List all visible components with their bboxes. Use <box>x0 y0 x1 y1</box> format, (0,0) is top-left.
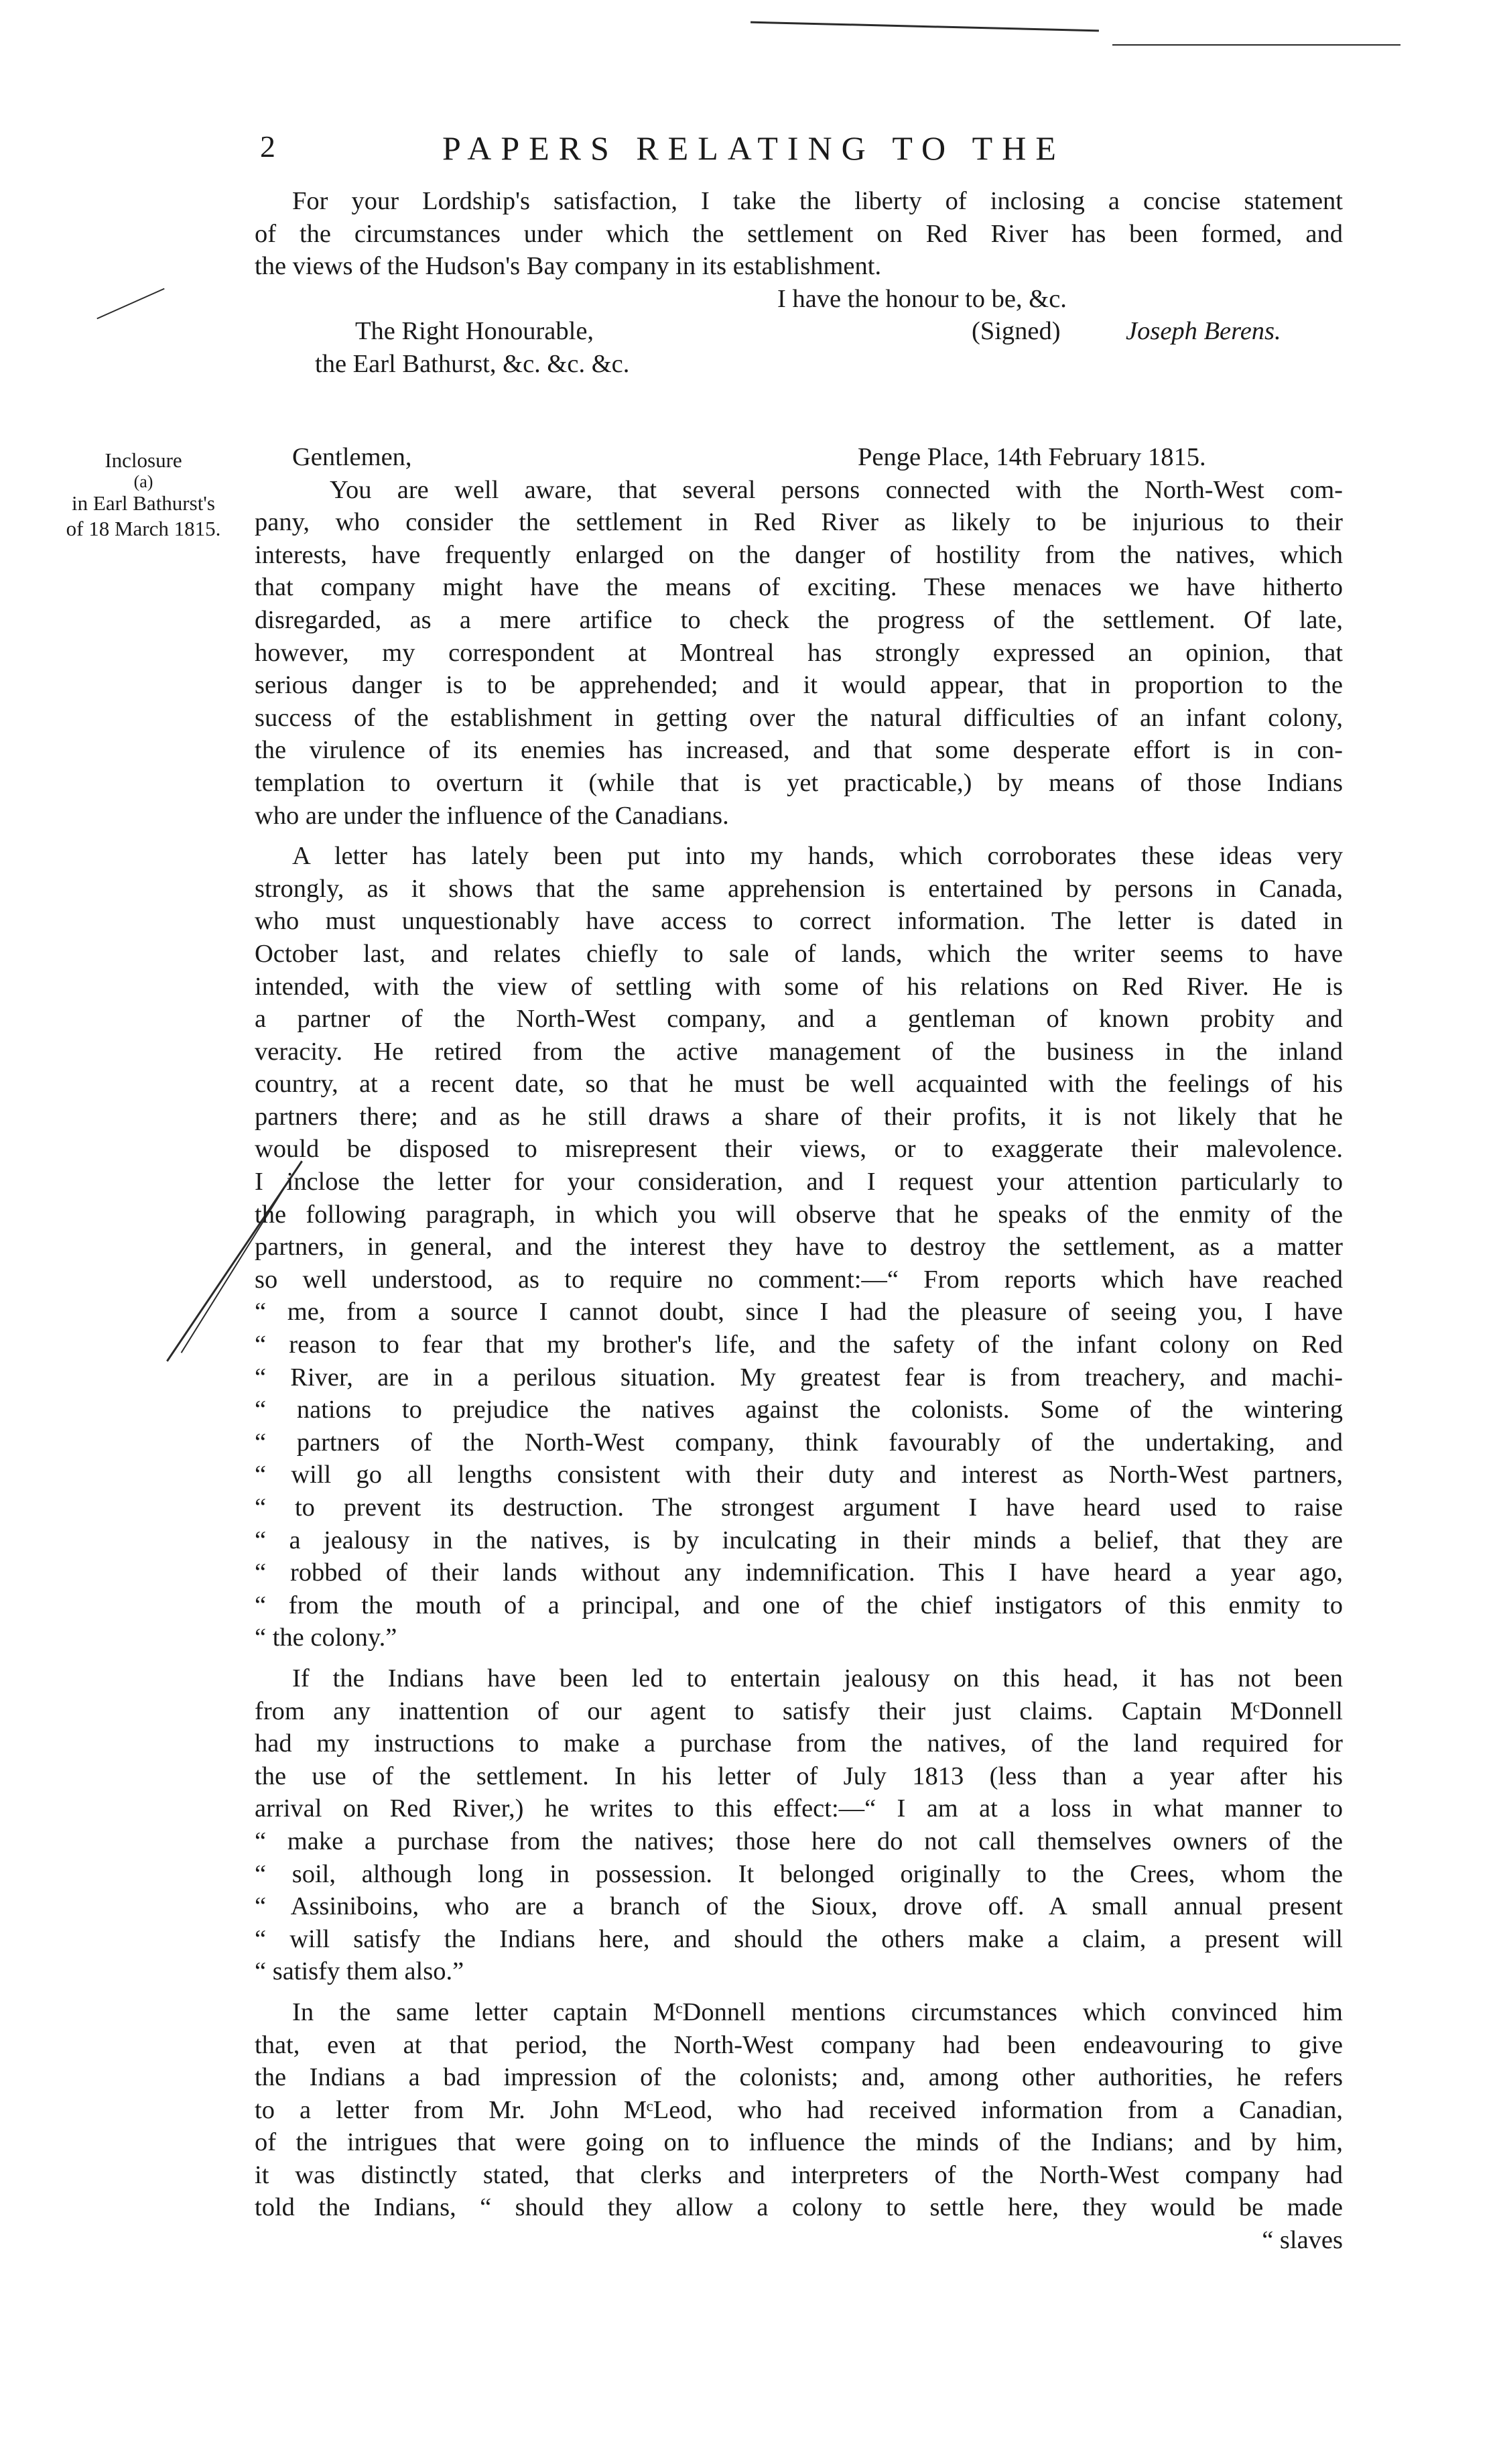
intro-block <box>255 185 1343 381</box>
text-line: “ to prevent its destruction. The strongest argument I have heard used to raise <box>255 1493 1343 1522</box>
text-line: I inclose the letter for your consideration, and I request your attention particularly to <box>255 1168 1343 1196</box>
text-line: to a letter from Mr. John MᶜLeod, who had received information from a Canadian, <box>255 2095 1343 2124</box>
text-line: it was distinctly stated, that clerks and interpreters of the North-West company had <box>255 2160 1343 2189</box>
addressee-line-1: The Right Honourable, <box>355 317 594 346</box>
intro-line: the views of the Hudson's Bay company in its establishment. <box>255 252 882 281</box>
text-line: serious danger is to be apprehended; and it would appear, that in proportion to the <box>255 671 1343 700</box>
running-head: PAPERS RELATING TO THE <box>442 129 1065 167</box>
text-line: “ reason to fear that my brother's life, and the safety of the infant colony on Red <box>255 1331 1343 1359</box>
margin-note <box>43 448 244 542</box>
text-line: intended, with the view of settling with some of his relations on Red River. He is <box>255 972 1343 1001</box>
text-line: “ a jealousy in the natives, is by inculcating in their minds a belief, that they are <box>255 1526 1343 1554</box>
page-number: 2 <box>260 129 275 164</box>
text-line: a partner of the North-West company, and a gentleman of known probity and <box>255 1005 1343 1034</box>
paragraph-3 <box>255 1662 1343 1988</box>
text-line: success of the establishment in getting over the natural difficulties of an infant colony, <box>255 703 1343 732</box>
text-line: had my instructions to make a purchase from the natives, of the land required for <box>255 1729 1343 1758</box>
text-line: “ from the mouth of a principal, and one of the chief instigators of this enmity to <box>255 1591 1343 1619</box>
text-line: “ nations to prejudice the natives against the colonists. Some of the wintering <box>255 1396 1343 1424</box>
text-line: “ the colony.” <box>255 1623 397 1652</box>
text-line: “ will go all lengths consistent with their duty and interest as North-West partners, <box>255 1461 1343 1489</box>
page-header <box>255 129 1340 176</box>
text-line: country, at a recent date, so that he must be well acquainted with the feelings of his <box>255 1070 1343 1099</box>
signer-name: Joseph Berens. <box>1126 317 1281 346</box>
margin-note-line: in Earl Bathurst's <box>72 491 215 515</box>
text-line: the Indians a bad impression of the colonists; and, among other authorities, he refers <box>255 2063 1343 2092</box>
text-line: veracity. He retired from the active management of the business in the inland <box>255 1037 1343 1066</box>
text-line: disregarded, as a mere artifice to check the progress of the settlement. Of late, <box>255 605 1343 634</box>
text-line: “ partners of the North-West company, think favourably of the undertaking, and <box>255 1428 1343 1457</box>
top-rule-2 <box>1112 44 1400 46</box>
margin-slash-1 <box>96 288 164 320</box>
text-line: pany, who consider the settlement in Red River as likely to be injurious to their <box>255 508 1343 537</box>
text-line: would be disposed to misrepresent their views, or to exaggerate their malevolence. <box>255 1135 1343 1164</box>
text-line: the following paragraph, in which you will observe that he speaks of the enmity of the <box>255 1200 1343 1229</box>
text-line: told the Indians, “ should they allow a colony to settle here, they would be made <box>255 2193 1343 2222</box>
text-line: If the Indians have been led to entertain jealousy on this head, it has not been <box>292 1664 1343 1692</box>
text-line: partners there; and as he still draws a share of their profits, it is not likely that he <box>255 1102 1343 1131</box>
text-line: “ River, are in a perilous situation. My greatest fear is from treachery, and machi- <box>255 1363 1343 1392</box>
text-line: that company might have the means of exciting. These menaces we have hitherto <box>255 573 1343 602</box>
text-line: the virulence of its enemies has increased, and that some desperate effort is in con- <box>255 736 1343 765</box>
text-line: “ soil, although long in possession. It belonged originally to the Crees, whom the <box>255 1859 1343 1888</box>
text-line: A letter has lately been put into my hands, which corroborates these ideas very <box>292 842 1343 871</box>
text-line: of the intrigues that were going on to influence the minds of the Indians; and by him, <box>255 2128 1343 2157</box>
salutation-row <box>255 441 1343 474</box>
margin-note-line: (a) <box>133 472 153 491</box>
text-line: who are under the influence of the Canadians. <box>255 801 729 830</box>
text-line: interests, have frequently enlarged on the danger of hostility from the natives, which <box>255 540 1343 569</box>
text-line: In the same letter captain MᶜDonnell mentions circumstances which convinced him <box>292 1997 1343 2026</box>
text-line: “ make a purchase from the natives; those here do not call themselves owners of the <box>255 1827 1343 1855</box>
margin-note-line: of 18 March 1815. <box>66 517 221 540</box>
text-line: from any inattention of our agent to satisfy their just claims. Captain MᶜDonnell <box>255 1697 1343 1725</box>
text-line: October last, and relates chiefly to sale of lands, which the writer seems to have <box>255 939 1343 968</box>
text-line: templation to overturn it (while that is yet practicable,) by means of those Indians <box>255 768 1343 797</box>
top-rule <box>750 21 1099 32</box>
paragraph-4 <box>255 1996 1343 2257</box>
text-line: “ Assiniboins, who are a branch of the Sioux, drove off. A small annual present <box>255 1892 1343 1921</box>
text-line: who must unquestionably have access to correct information. The letter is dated in <box>255 907 1343 936</box>
closing-line: I have the honour to be, &c. <box>777 284 1067 313</box>
paragraph-2 <box>255 840 1343 1654</box>
text-line: “ me, from a source I cannot doubt, since I had the pleasure of seeing you, I have <box>255 1298 1343 1327</box>
signature-row <box>255 315 1343 348</box>
text-line: so well understood, as to require no comment:—“ From reports which have reached <box>255 1265 1343 1294</box>
text-line: “ satisfy them also.” <box>255 1957 464 1986</box>
text-line: however, my correspondent at Montreal has strongly expressed an opinion, that <box>255 638 1343 667</box>
text-line: You are well aware, that several persons connected with the North-West com- <box>330 475 1343 504</box>
salutation: Gentlemen, <box>292 443 412 471</box>
addressee-line-2: the Earl Bathurst, &c. &c. &c. <box>315 349 630 378</box>
text-line: strongly, as it shows that the same apprehension is entertained by persons in Canada, <box>255 874 1343 903</box>
text-line: “ robbed of their lands without any indemnification. This I have heard a year ago, <box>255 1558 1343 1587</box>
place-date: Penge Place, 14th February 1815. <box>858 443 1206 471</box>
intro-line: For your Lordship's satisfaction, I take the liberty of inclosing a concise statement <box>292 187 1343 215</box>
text-line: partners, in general, and the interest they have to destroy the settlement, as a matter <box>255 1233 1343 1261</box>
margin-note-line: Inclosure <box>105 448 182 472</box>
paragraph-1 <box>255 474 1343 833</box>
text-line: that, even at that period, the North-West company had been endeavouring to give <box>255 2030 1343 2059</box>
text-line: arrival on Red River,) he writes to this effect:—“ I am at a loss in what manner to <box>255 1794 1343 1823</box>
intro-line: of the circumstances under which the settlement on Red River has been formed, and <box>255 219 1343 248</box>
text-line: “ will satisfy the Indians here, and should the others make a claim, a present will <box>255 1924 1343 1953</box>
letter-body <box>255 441 1343 2257</box>
signed-label: (Signed) <box>972 317 1061 346</box>
catchword: “ slaves <box>1262 2226 1343 2255</box>
text-line: the use of the settlement. In his letter of July 1813 (less than a year after his <box>255 1762 1343 1790</box>
